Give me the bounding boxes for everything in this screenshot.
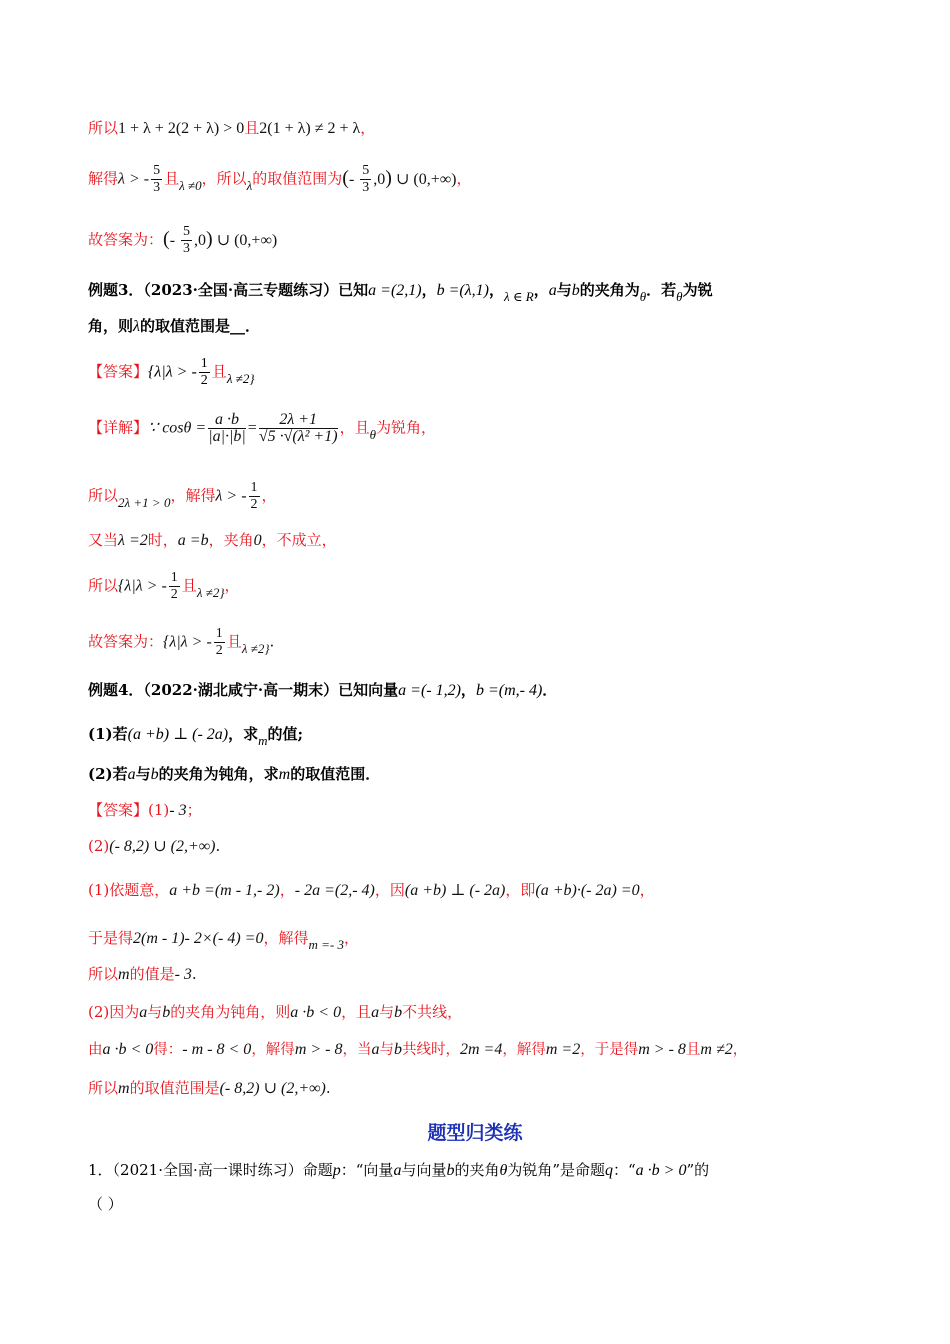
solution-line-2 bbox=[88, 163, 471, 196]
example-4-detail1: (1)依题意，a +b =(m - 1,- 2)，- 2a =(2,- 4)，因(a +b) ⊥ (- 2a)，即(a +b)·(- 2a) =0， bbox=[88, 881, 655, 899]
text: 例题3．（2023·全国·高三专题练习）已知 bbox=[88, 281, 369, 299]
example-4-answer2: (2)(- 8,2) ∪ (2,+∞). bbox=[88, 837, 221, 855]
fraction: $\frac{5}{3}$ bbox=[153, 163, 161, 195]
inequality: λ > - bbox=[118, 170, 150, 188]
example-3-step2: 又当λ =2时，a =b，夹角0，不成立， bbox=[88, 531, 337, 549]
range-part: ∪ (0,+∞) bbox=[391, 170, 457, 188]
range-part: ∪ (0,+∞) bbox=[212, 231, 278, 249]
text: ， bbox=[360, 119, 376, 137]
example-4-detail3: 所以m的值是- 3. bbox=[88, 965, 197, 983]
example-4-detail6: 所以m的取值范围是(- 8,2) ∪ (2,+∞). bbox=[88, 1079, 331, 1097]
inequality: 1 + λ + 2(2 + λ) > 0 bbox=[118, 120, 245, 137]
example-3-detail-cos: 【详解】∵ cosθ = $\frac{a \cdot b}{|a|\cdot|b|}$ = $\frac{2\lambda +1}{\text{√5 ·√(λ² +1)}}$ ，且θ为锐角， bbox=[88, 411, 436, 445]
vector-b: b =(λ,1) bbox=[436, 282, 489, 299]
section-title: 题型归类练 bbox=[427, 1122, 523, 1144]
example-4-q1: (1)若(a +b) ⊥ (- 2a)，求m的值; bbox=[88, 725, 304, 748]
variable: λ bbox=[246, 177, 253, 193]
vector-a: a =(2,1) bbox=[368, 282, 422, 299]
example-4-answer1: 【答案】(1)- 3； bbox=[88, 801, 202, 819]
example-3-step3: 所以{λ|λ > - $\frac{1}{2}$ 且λ ≠2}， bbox=[88, 570, 240, 602]
example-3-step1: 所以2λ +1 > 0，解得λ > - $\frac{1}{2}$ ， bbox=[88, 480, 277, 512]
text: ， bbox=[456, 169, 472, 188]
example-4-detail5: 由a ·b < 0得：- m - 8 < 0，解得m > - 8，当a与b共线时，2m =4，解得m =2，于是得m > - 8且m ≠2， bbox=[88, 1041, 748, 1058]
lambda-real: λ ∈ R bbox=[504, 289, 534, 304]
answer-line bbox=[88, 224, 277, 257]
example-4-detail2: 于是得2(m - 1)- 2×(- 4) =0，解得m =- 3， bbox=[88, 929, 359, 952]
range-part: - bbox=[348, 170, 359, 188]
paren-right: ) bbox=[206, 227, 213, 250]
text: 的取值范围为 bbox=[252, 169, 343, 188]
question-1-paren: （ ） bbox=[88, 1195, 123, 1213]
fraction: $\frac{5}{3}$ bbox=[362, 163, 370, 195]
example-3-title: 例题3．（2023·全国·高三专题练习）已知a =(2,1)，b =(λ,1)，λ ∈ R，a与b的夹角为θ．若θ为锐 bbox=[88, 281, 713, 304]
condition: λ ≠0 bbox=[179, 177, 202, 193]
example-4-title: 例题4．（2022·湖北咸宁·高一期末）已知向量a =(- 1,2)，b =(m,- 4)． bbox=[88, 681, 558, 699]
answer-tag: 【答案】 bbox=[88, 362, 149, 381]
text: 且 bbox=[244, 119, 260, 137]
example-3-step4: 故答案为：{λ|λ > - $\frac{1}{2}$ 且λ ≠2}. bbox=[88, 626, 275, 658]
inequality: 2(1 + λ) ≠ 2 + λ bbox=[259, 120, 361, 137]
fraction: $\frac{1}{2}$ bbox=[215, 626, 223, 658]
range-part: ,0 bbox=[373, 170, 386, 188]
text: 且 bbox=[164, 169, 180, 188]
range-part: ,0 bbox=[194, 231, 207, 249]
text: 解得 bbox=[88, 169, 119, 188]
example-3-answer: 【答案】{λ|λ > - $\frac{1}{2}$ 且λ ≠2} bbox=[88, 356, 255, 388]
fraction: $\frac{1}{2}$ bbox=[250, 480, 258, 512]
example-4-detail4: (2)因为a与b的夹角为钝角，则a ·b < 0，且a与b不共线， bbox=[88, 1003, 463, 1021]
paren-right: ) bbox=[385, 166, 392, 189]
paren-left: ( bbox=[163, 227, 170, 250]
text: 故答案为： bbox=[88, 230, 164, 249]
fraction: $\frac{1}{2}$ bbox=[170, 570, 178, 602]
question-1: 1．（2021·全国·高一课时练习）命题p：“向量a与向量b的夹角θ为锐角”是命题q：“a ·b > 0”的 bbox=[88, 1161, 710, 1179]
fraction: $\frac{a \cdot b}{|a|\cdot|b|}$ bbox=[208, 411, 246, 445]
solution-line-1 bbox=[88, 118, 375, 139]
detail-tag: 【详解】 bbox=[88, 418, 149, 437]
fraction: $\frac{2\lambda +1}{\text{√5 ·√(λ² +1)}}$ bbox=[258, 411, 338, 445]
fraction: $\frac{5}{3}$ bbox=[183, 224, 191, 256]
paren-left: ( bbox=[342, 166, 349, 189]
text: ，所以 bbox=[201, 169, 247, 188]
fraction: $\frac{1}{2}$ bbox=[200, 356, 208, 388]
text: 所以 bbox=[88, 119, 119, 137]
example-4-q2: (2)若a与b的夹角为钝角，求m的取值范围． bbox=[88, 765, 381, 783]
range-part: - bbox=[169, 231, 180, 249]
example-3-line2: 角，则λ的取值范围是__． bbox=[88, 317, 260, 335]
